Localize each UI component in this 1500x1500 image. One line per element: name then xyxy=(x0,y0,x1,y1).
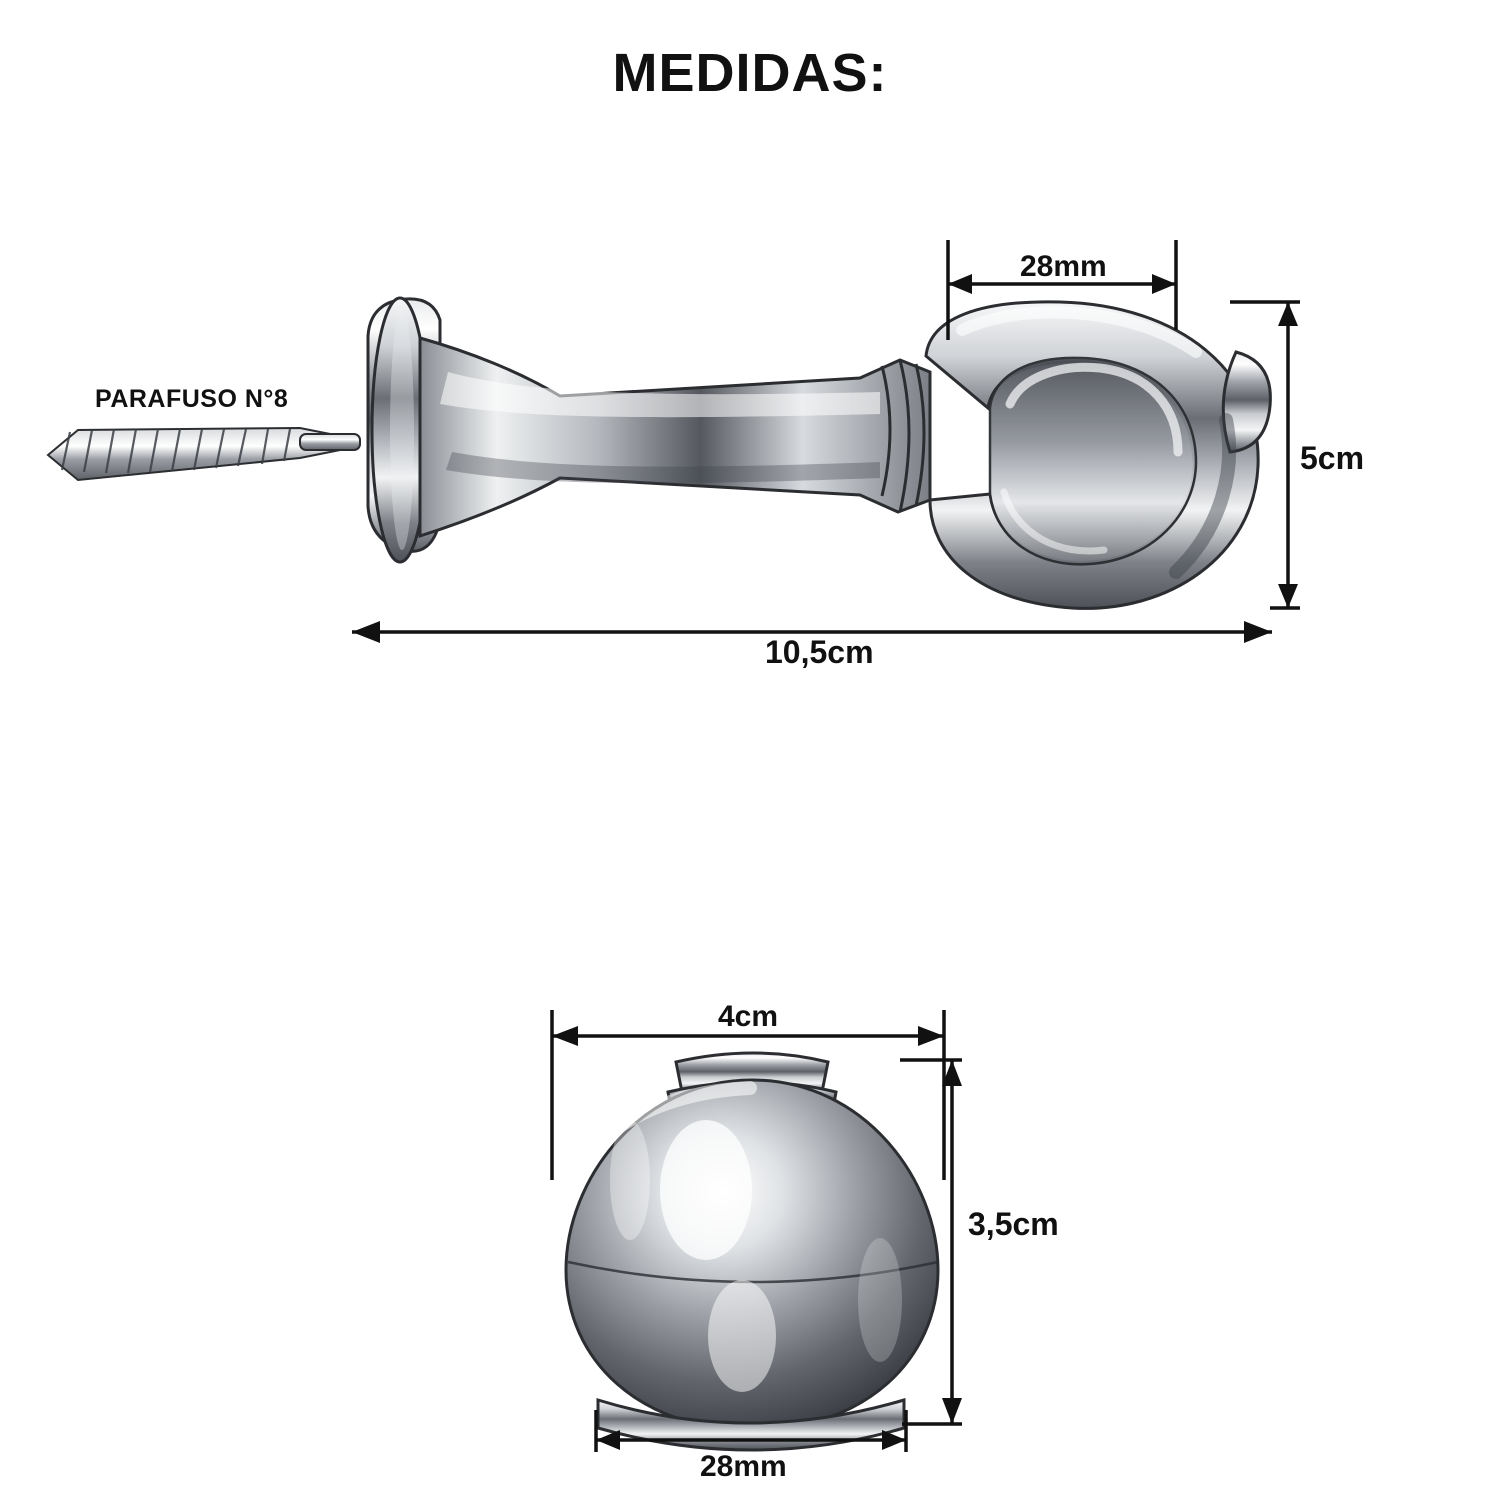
finial-height-label: 3,5cm xyxy=(968,1206,1059,1242)
bracket-diameter-label: 28mm xyxy=(1020,250,1107,283)
bracket-length-label: 10,5cm xyxy=(765,634,874,670)
finial-drawing xyxy=(566,1053,938,1450)
finial-base-label: 28mm xyxy=(700,1450,787,1483)
rod-cradle-hook xyxy=(926,302,1270,609)
bracket-height-label: 5cm xyxy=(1300,440,1365,476)
screw-label: PARAFUSO N°8 xyxy=(95,385,289,413)
finial-width-label: 4cm xyxy=(718,1000,779,1033)
page-title: MEDIDAS: xyxy=(612,43,888,103)
screw-graphic xyxy=(48,428,360,480)
bracket-arm xyxy=(420,338,930,536)
bracket-drawing xyxy=(48,298,1270,608)
